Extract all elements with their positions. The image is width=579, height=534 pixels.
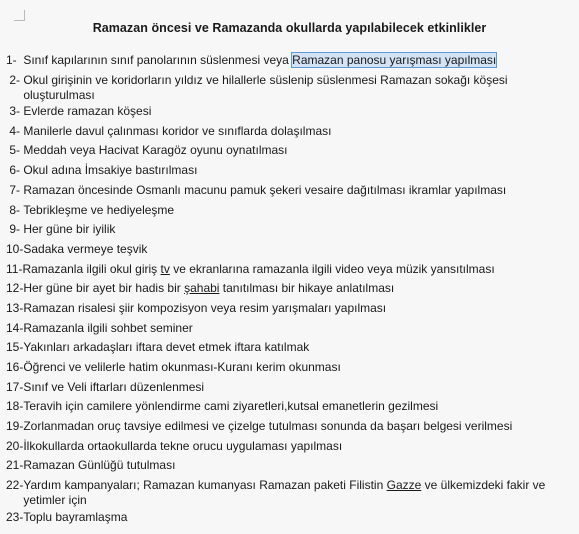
item-number: 5- [6, 143, 24, 158]
spellcheck-underlined-word: tv [160, 261, 170, 276]
list-item [6, 398, 571, 418]
item-text: Teravih için camilere yönlendirme cami ziyaretleri,kutsal emanetlerin gezilmesi [23, 399, 439, 414]
list-item [6, 142, 571, 162]
list-item [6, 438, 571, 458]
item-text-part: tanıtılması bir hikaye anlatılması [219, 281, 395, 296]
item-number: 9- [6, 222, 24, 237]
list-item [6, 418, 571, 438]
item-number: 22- [6, 478, 24, 493]
item-text: Evlerde ramazan köşesi [23, 104, 152, 119]
item-number: 12- [6, 281, 24, 296]
item-text: Sadaka vermeye teşvik [23, 241, 148, 256]
list-item [6, 221, 571, 241]
item-text: Meddah veya Hacivat Karagöz oyunu oynatılması [23, 143, 288, 158]
item-number: 14- [6, 320, 24, 335]
list-item [6, 241, 571, 261]
list-item [6, 103, 571, 123]
list-item [6, 359, 571, 379]
item-number: 8- [6, 202, 24, 217]
item-number: 20- [6, 438, 24, 453]
item-text-part: Yardım kampanyaları; Ramazan kumanyası Ramazan paketi Filistin [23, 478, 387, 493]
item-text: Ramazan öncesinde Osmanlı macunu pamuk şekeri vesaire dağıtılması ikramlar yapılması [23, 182, 507, 197]
item-number: 6- [6, 163, 24, 178]
item-text-part: Ramazanla ilgili okul giriş [22, 261, 161, 276]
item-number: 3- [6, 104, 24, 119]
list-item [6, 202, 571, 222]
list-item [6, 123, 571, 143]
item-text: Ramazan Günlüğü tutulması [23, 458, 176, 473]
list-item [6, 320, 571, 340]
item-text: Ramazan risalesi şiir kompozisyon veya resim yarışmaları yapılması [23, 300, 387, 315]
item-number: 16- [6, 360, 24, 375]
list-item [6, 72, 571, 103]
item-number: 15- [6, 340, 24, 355]
item-text: Öğrenci ve velilerle hatim okunması-Kuranı kerim okunması [23, 360, 341, 375]
item-number: 7- [6, 182, 24, 197]
activity-list [6, 52, 571, 528]
item-number: 18- [6, 399, 24, 414]
item-text [22, 262, 571, 277]
item-number: 1- [6, 53, 24, 67]
item-text [23, 281, 571, 296]
item-text: Yakınları arkadaşları iftara devet etmek iftara katılmak [23, 340, 310, 355]
item-number: 23- [6, 509, 24, 524]
item-text: Ramazanla ilgili sohbet seminer [23, 320, 193, 335]
list-item [6, 261, 571, 281]
item-text: Her güne bir iyilik [23, 222, 116, 237]
item-number: 10- [6, 241, 24, 256]
spellcheck-underlined-word: Gazze [386, 478, 422, 493]
item-number: 17- [6, 379, 24, 394]
item-number: 19- [6, 419, 24, 434]
item-text-part: ve ülkemizdeki fakir ve yetimler için [23, 478, 546, 508]
list-item [6, 379, 571, 399]
item-number: 21- [6, 458, 24, 473]
item-text: Toplu bayramlaşma [23, 509, 128, 524]
list-item [6, 300, 571, 320]
list-item [6, 280, 571, 300]
item-text: Okul adına İmsakiye bastırılması [23, 163, 198, 178]
item-number: 13- [6, 300, 24, 315]
list-item [6, 457, 571, 477]
list-item [6, 477, 571, 508]
item-text: Tebrikleşme ve hediyeleşme [23, 202, 175, 217]
item-text-part: ve ekranlarına ramazanla ilgili video veya müzik yansıtılması [169, 261, 495, 276]
item-text [23, 53, 571, 68]
margin-corner-mark [14, 10, 25, 21]
item-number: 4- [6, 123, 24, 138]
selected-text-highlight[interactable]: Ramazan panosu yarışması yapılması [292, 53, 497, 67]
item-text [23, 478, 571, 508]
spellcheck-underlined-word: şahabi [184, 281, 220, 296]
list-item [6, 339, 571, 359]
item-number: 11- [6, 261, 23, 276]
item-text: İlkokullarda ortaokullarda tekne orucu uygulaması yapılması [23, 438, 343, 453]
item-text: Sınıf ve Veli iftarları düzenlenmesi [23, 379, 205, 394]
list-item [6, 182, 571, 202]
list-item [6, 162, 571, 182]
item-number: 2- [6, 72, 24, 87]
list-item [6, 509, 571, 529]
document-title: Ramazan öncesi ve Ramazanda okullarda yapılabilecek etkinlikler [92, 21, 487, 35]
item-text: Zorlanmadan oruç tavsiye edilmesi ve çizelge tutulması sonunda da başarı belgesi verilmesi [23, 419, 513, 434]
item-text: Okul girişinin ve koridorların yıldız ve hilallerle süslenip süslenmesi Ramazan sokağı köşesi oluşturulması [23, 72, 508, 102]
item-text-part: Sınıf kapılarının sınıf panolarının süslenmesi veya [23, 53, 293, 67]
list-item [6, 52, 571, 72]
item-text: Manilerle davul çalınması koridor ve sınıflarda dolaşılması [23, 123, 332, 138]
item-text-part: Her güne bir ayet bir hadis bir [23, 281, 185, 296]
